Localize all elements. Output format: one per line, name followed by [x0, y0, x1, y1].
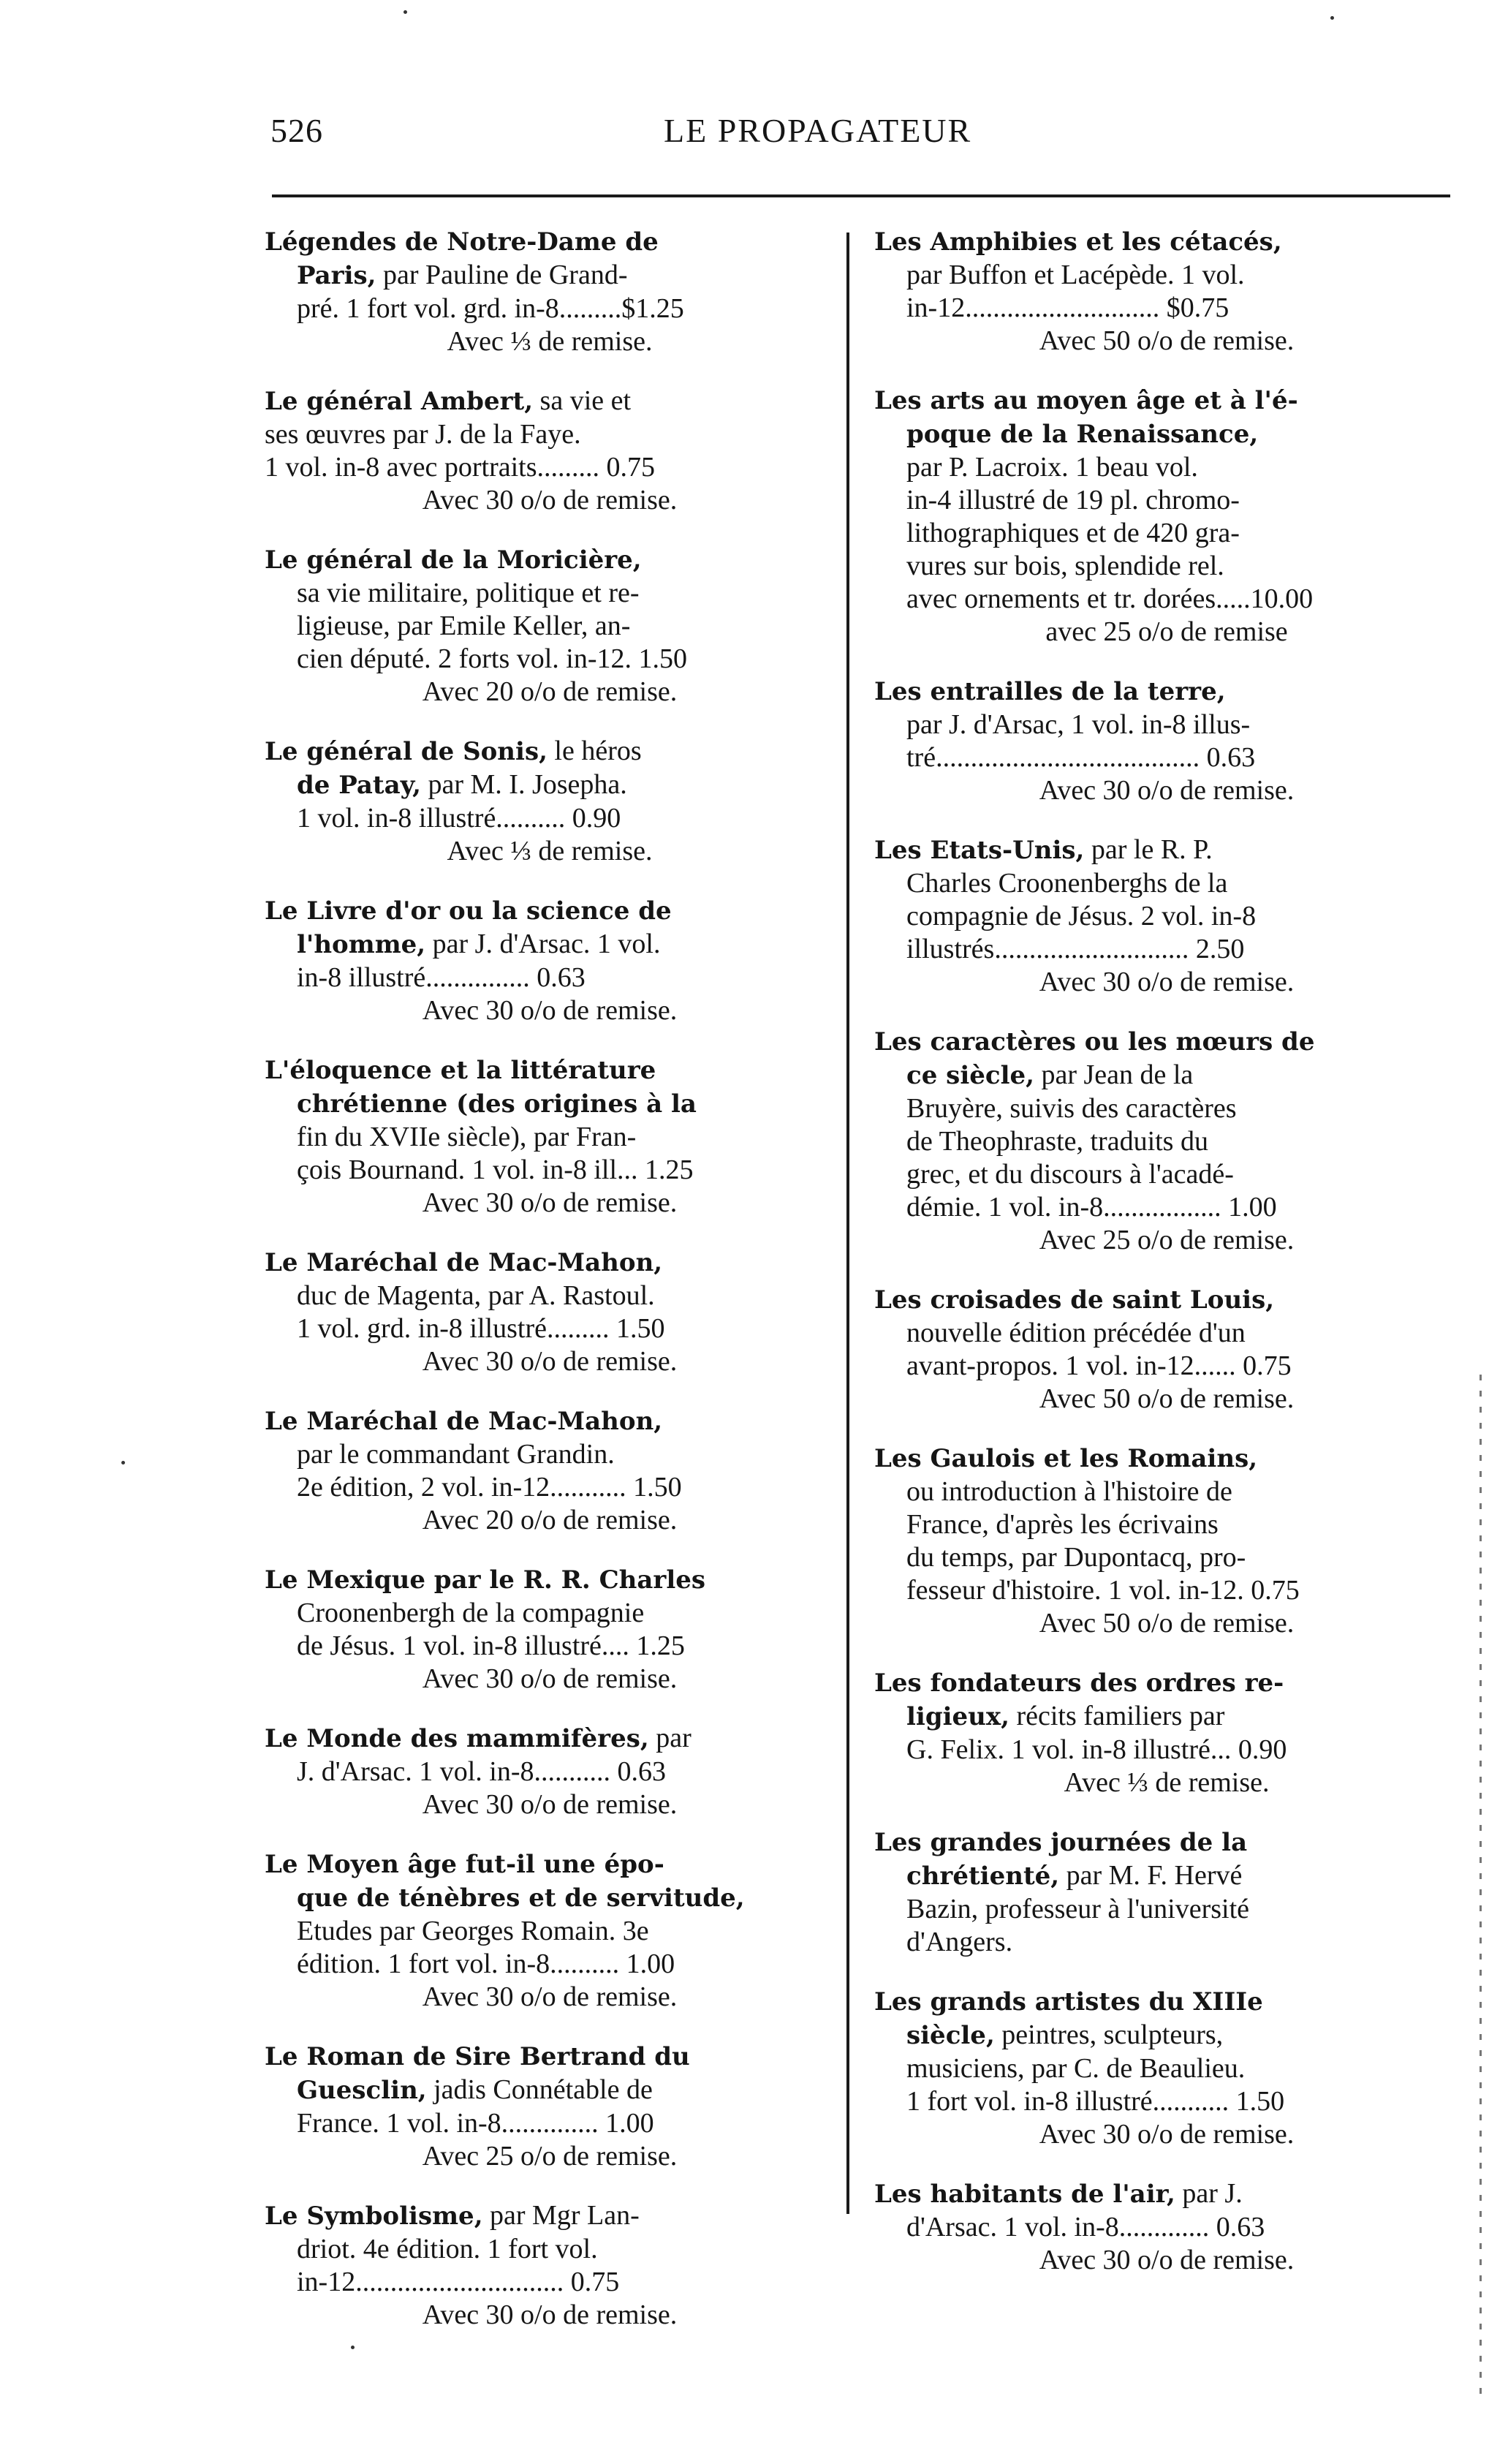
catalog-entry	[265, 225, 835, 358]
entry-line: musiciens, par C. de Beaulieu.	[906, 2053, 1246, 2084]
entry-line: grec, et du discours à l'acadé-	[906, 1159, 1234, 1190]
entry-discount: Avec 30 o/o de remise.	[1039, 2119, 1295, 2150]
entry-line: ou introduction à l'histoire de	[906, 1476, 1232, 1507]
entry-line: Croonenbergh de la compagnie	[297, 1598, 645, 1628]
entry-discount: Avec 25 o/o de remise.	[1039, 1225, 1295, 1255]
entry-discount: Avec 30 o/o de remise.	[1039, 775, 1295, 806]
entry-line: du temps, par Dupontacq, pro-	[906, 1542, 1246, 1573]
entry-title-line: Le Symbolisme, par Mgr Lan-	[265, 2200, 640, 2231]
entry-line: duc de Magenta, par A. Rastoul.	[297, 1280, 655, 1311]
entry-line: compagnie de Jésus. 2 vol. in-8	[906, 901, 1257, 931]
entry-discount: Avec 30 o/o de remise.	[1039, 2245, 1295, 2275]
entry-line: 1 vol. grd. in-8 illustré......... 1.50	[297, 1313, 665, 1344]
entry-line: d'Arsac. 1 vol. in-8............. 0.63	[906, 2212, 1265, 2242]
catalog-entry	[265, 1054, 835, 1220]
entry-title-line: Les grandes journées de la	[874, 1828, 1248, 1857]
entry-title-line: Le Roman de Sire Bertrand du	[265, 2042, 690, 2071]
entry-title-line: Les Amphibies et les cétacés,	[874, 227, 1282, 257]
entry-line: ce siècle, par Jean de la	[906, 1059, 1194, 1090]
entry-line: 1 vol. in-8 avec portraits......... 0.75	[265, 452, 656, 483]
entry-title-line: Les grands artistes du XIIIe	[874, 1987, 1263, 2017]
entry-line: siècle, peintres, sculpteurs,	[906, 2019, 1224, 2050]
entry-title-line: Les Gaulois et les Romains,	[874, 1444, 1258, 1473]
entry-title-line: Les Etats-Unis, par le R. P.	[874, 834, 1213, 865]
entry-title-line: Le Maréchal de Mac-Mahon,	[265, 1407, 663, 1436]
catalog-entry	[874, 1826, 1459, 1959]
entry-line: fin du XVIIe siècle), par Fran-	[297, 1122, 637, 1152]
entry-line: çois Bournand. 1 vol. in-8 ill... 1.25	[297, 1154, 694, 1185]
entry-discount: Avec 30 o/o de remise.	[422, 1187, 678, 1218]
entry-line: ligieux, récits familiers par	[906, 1701, 1225, 1731]
catalog-entry	[874, 1025, 1459, 1257]
entry-title-line: Les entrailles de la terre,	[874, 677, 1226, 706]
entry-title-line: Le Mexique par le R. R. Charles	[265, 1565, 706, 1595]
entry-line: Bazin, professeur à l'université	[906, 1894, 1250, 1924]
entry-title-line: Le Maréchal de Mac-Mahon,	[265, 1248, 663, 1277]
scan-speck	[403, 10, 407, 14]
entry-line: nouvelle édition précédée d'un	[906, 1318, 1246, 1348]
entry-discount: Avec 25 o/o de remise.	[422, 2141, 678, 2172]
entry-line: l'homme, par J. d'Arsac. 1 vol.	[297, 929, 661, 959]
scan-speck	[1330, 16, 1334, 20]
page-number: 526	[270, 112, 323, 149]
entry-line: sa vie militaire, politique et re-	[297, 578, 640, 608]
entry-line: in-12.............................. 0.75	[297, 2267, 620, 2297]
entry-line: par J. d'Arsac, 1 vol. in-8 illus-	[906, 709, 1251, 740]
entry-line: démie. 1 vol. in-8................. 1.00	[906, 1192, 1277, 1222]
entry-line: par P. Lacroix. 1 beau vol.	[906, 452, 1198, 483]
entry-title-line: Les croisades de saint Louis,	[874, 1285, 1275, 1315]
entry-title-line: Les caractères ou les mœurs de	[874, 1027, 1315, 1057]
left-column	[265, 225, 835, 2358]
entry-title-line: Le général de la Moricière,	[265, 545, 642, 575]
entry-line: ses œuvres par J. de la Faye.	[265, 419, 581, 450]
entry-line: 1 vol. in-8 illustré.......... 0.90	[297, 803, 621, 834]
header-rule	[272, 194, 1450, 197]
entry-line: vures sur bois, splendide rel.	[906, 551, 1224, 581]
entry-line: Guesclin, jadis Connétable de	[297, 2074, 653, 2105]
entry-line: de Theophraste, traduits du	[906, 1126, 1208, 1157]
catalog-entry	[874, 1283, 1459, 1416]
entry-discount: Avec 20 o/o de remise.	[422, 1505, 678, 1535]
entry-line: in-12............................ $0.75	[906, 292, 1230, 323]
entry-line: driot. 4e édition. 1 fort vol.	[297, 2234, 598, 2264]
entry-line: ligieuse, par Emile Keller, an-	[297, 611, 631, 641]
entry-discount: Avec 50 o/o de remise.	[1039, 325, 1295, 356]
entry-line: France, d'après les écrivains	[906, 1509, 1219, 1540]
entry-line: in-8 illustré............... 0.63	[297, 962, 586, 993]
entry-discount: Avec 30 o/o de remise.	[422, 1663, 678, 1694]
catalog-entry	[265, 1848, 835, 2014]
entry-title-line: Le Monde des mammifères, par	[265, 1723, 692, 1753]
entry-title-line: Les fondateurs des ordres re-	[874, 1669, 1284, 1698]
entry-title-line: Les habitants de l'air, par J.	[874, 2178, 1243, 2209]
catalog-entry	[265, 2199, 835, 2332]
entry-line: par le commandant Grandin.	[297, 1439, 615, 1470]
entry-line: cien député. 2 forts vol. in-12. 1.50	[297, 643, 688, 674]
entry-line: Paris, par Pauline de Grand-	[297, 260, 628, 290]
catalog-entry	[874, 384, 1459, 649]
entry-discount: Avec 50 o/o de remise.	[1039, 1383, 1295, 1414]
entry-line: tré...................................... 0.63	[906, 742, 1256, 773]
catalog-entry	[874, 834, 1459, 999]
entry-discount: Avec 30 o/o de remise.	[422, 485, 678, 515]
entry-line: chrétienne (des origines à la	[297, 1089, 697, 1119]
entry-line: Charles Croonenberghs de la	[906, 868, 1228, 899]
entry-discount: Avec 30 o/o de remise.	[422, 1346, 678, 1377]
entry-line: de Patay, par M. I. Josepha.	[297, 769, 627, 800]
entry-discount: Avec 20 o/o de remise.	[422, 676, 678, 707]
running-head: LE PROPAGATEUR	[664, 112, 972, 149]
entry-line: Etudes par Georges Romain. 3e	[297, 1916, 649, 1946]
scan-speck	[351, 2346, 355, 2349]
entry-line: France. 1 vol. in-8.............. 1.00	[297, 2108, 654, 2139]
right-column	[874, 225, 1459, 2303]
entry-discount: Avec 30 o/o de remise.	[422, 1789, 678, 1820]
entry-discount: Avec 30 o/o de remise.	[422, 995, 678, 1026]
catalog-entry	[265, 385, 835, 517]
catalog-entry	[874, 675, 1459, 807]
entry-line: J. d'Arsac. 1 vol. in-8........... 0.63	[297, 1756, 667, 1787]
column-divider	[846, 233, 849, 2214]
entry-discount: Avec ⅓ de remise.	[447, 836, 653, 866]
entry-discount: avec 25 o/o de remise	[1045, 616, 1288, 647]
entry-line: fesseur d'histoire. 1 vol. in-12. 0.75	[906, 1575, 1300, 1606]
entry-line: que de ténèbres et de servitude,	[297, 1883, 745, 1913]
entry-line: édition. 1 fort vol. in-8.......... 1.00	[297, 1949, 675, 1979]
entry-title-line: Le général Ambert, sa vie et	[265, 385, 632, 416]
catalog-entry	[874, 1442, 1459, 1640]
entry-line: pré. 1 fort vol. grd. in-8.........$1.25	[297, 293, 684, 324]
entry-title-line: Le Livre d'or ou la science de	[265, 896, 672, 926]
entry-line: G. Felix. 1 vol. in-8 illustré... 0.90	[906, 1734, 1287, 1765]
catalog-entry	[265, 735, 835, 868]
catalog-entry	[874, 1985, 1459, 2151]
entry-line: poque de la Renaissance,	[906, 420, 1259, 449]
catalog-entry	[265, 1405, 835, 1537]
entry-line: avant-propos. 1 vol. in-12...... 0.75	[906, 1350, 1292, 1381]
catalog-entry	[265, 1722, 835, 1821]
entry-discount: Avec 30 o/o de remise.	[422, 2299, 678, 2330]
entry-discount: Avec 30 o/o de remise.	[422, 1981, 678, 2012]
entry-line: 1 fort vol. in-8 illustré........... 1.50	[906, 2086, 1285, 2117]
entry-line: par Buffon et Lacépède. 1 vol.	[906, 260, 1245, 290]
catalog-entry	[265, 894, 835, 1027]
catalog-entry	[874, 1666, 1459, 1799]
entry-discount: Avec ⅓ de remise.	[1064, 1767, 1270, 1798]
entry-title-line: Légendes de Notre-Dame de	[265, 227, 659, 257]
entry-title-line: Le général de Sonis, le héros	[265, 736, 642, 766]
entry-title-line: L'éloquence et la littérature	[265, 1056, 656, 1085]
entry-line: de Jésus. 1 vol. in-8 illustré.... 1.25	[297, 1630, 685, 1661]
scan-speck	[121, 1461, 125, 1465]
catalog-entry	[265, 1246, 835, 1378]
entry-line: illustrés............................ 2.50	[906, 934, 1245, 964]
entry-title-line: Les arts au moyen âge et à l'é-	[874, 386, 1298, 415]
catalog-entry	[265, 2040, 835, 2173]
catalog-entry	[265, 543, 835, 708]
entry-discount: Avec 50 o/o de remise.	[1039, 1608, 1295, 1639]
catalog-entry	[874, 2177, 1459, 2277]
entry-line: chrétienté, par M. F. Hervé	[906, 1860, 1243, 1891]
entry-title-line: Le Moyen âge fut-il une épo-	[265, 1850, 664, 1879]
entry-line: Bruyère, suivis des caractères	[906, 1093, 1237, 1124]
catalog-entry	[874, 225, 1459, 358]
entry-discount: Avec ⅓ de remise.	[447, 326, 653, 357]
entry-line: in-4 illustré de 19 pl. chromo-	[906, 485, 1240, 515]
scan-edge-marks	[1479, 1375, 1482, 2398]
entry-line: 2e édition, 2 vol. in-12........... 1.50	[297, 1472, 682, 1503]
entry-line: avec ornements et tr. dorées.....10.00	[906, 583, 1314, 614]
entry-line: lithographiques et de 420 gra-	[906, 518, 1240, 548]
entry-line: d'Angers.	[906, 1927, 1013, 1957]
entry-discount: Avec 30 o/o de remise.	[1039, 967, 1295, 997]
catalog-entry	[265, 1563, 835, 1696]
